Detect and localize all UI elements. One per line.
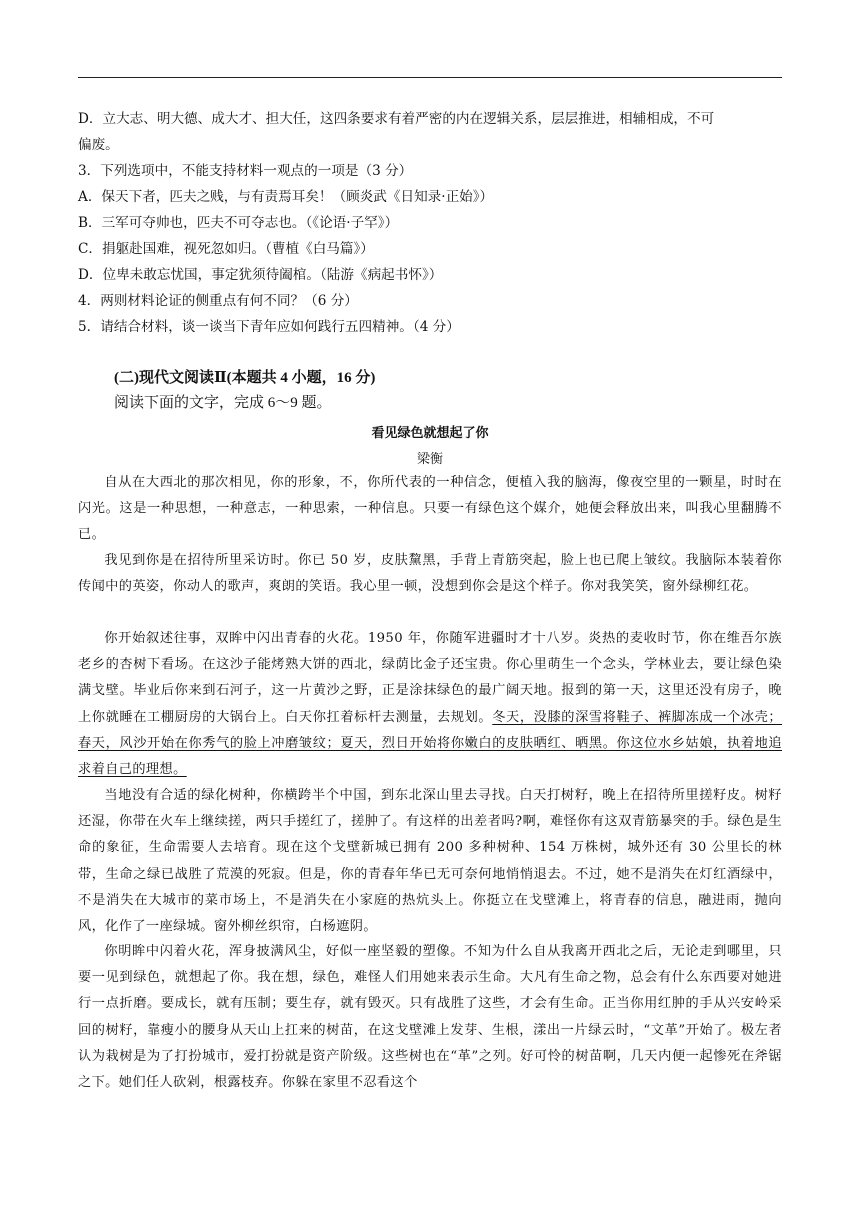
paragraph-3-text: 你开始叙述往事，双眸中闪出青春的火花。1950 年，你随军进疆时才十八岁。炎热的麦收时节，你在维吾尔族老乡的杏树下看场。在这沙子能烤熟大饼的西北，绿荫比金子还宝贵。你心里萌生一个念头，学林业去，要让绿色染满戈壁。毕业后你来到石河子，这一片黄沙之野，正是涂抹绿色的最广阔天地。报到的第一天，这里还没有房子，晚上你就睡在工棚厨房的大锅台上。白天你扛着标杆去测量，去规划。	[78, 631, 782, 725]
question-3: 3．下列选项中，不能支持材料一观点的一项是（3 分）	[78, 163, 413, 179]
article-author: 梁衡	[416, 452, 443, 467]
option-d-line2: 偏废。	[78, 137, 119, 153]
question-3-option-c: C．捐躯赴国难，视死忽如归。（曹植《白马篇》）	[78, 241, 374, 257]
section-heading: (二)现代文阅读Ⅱ(本题共 4 小题，16 分)	[114, 370, 376, 386]
article-paragraph-1: 自从在大西北的那次相见，你的形象，不，你所代表的一种信念，便植入我的脑海，像夜空里的一颗星，时时在闪光。这是一种思想，一种意志，一种思索，一种信息。只要一有绿色这个媒介，她便会释放出来，叫我心里翻腾不已。	[78, 475, 782, 543]
article-paragraph-5: 你明眸中闪着火花，浑身披满风尘，好似一座坚毅的塑像。不知为什么自从我离开西北之后，无论走到哪里，只要一见到绿色，就想起了你。我在想，绿色，难怪人们用她来表示生命。大凡有生命之物，总会有什么东西要对她进行一点折磨。要成长，就有压制；要生存，就有毁灭。只有战胜了这些，才会有生命。正当你用红肿的手从兴安岭采回的树籽，靠瘦小的腰身从天山上扛来的树苗，在这戈壁滩上发芽、生根，漾出一片绿云时，“文革”开始了。极左者认为栽树是为了打扮城市，爱打扮就是资产阶级。这些树也在“革”之列。好可怜的树苗啊，几天内便一起惨死在斧锯之下。她们任人砍剁，根露枝弃。你躲在家里不忍看这个	[78, 944, 782, 1091]
article-paragraph-3	[78, 626, 782, 783]
header-rule	[78, 77, 782, 78]
question-3-option-a: A．保天下者，匹夫之贱，与有责焉耳矣！（顾炎武《日知录·正始》）	[78, 189, 494, 205]
section-instruction: 阅读下面的文字，完成 6～9 题。	[114, 395, 332, 411]
paragraph-3-underlined-text: 冬天，没膝的深雪将鞋子、裤脚冻成一个冰壳；春天，风沙开始在你秀气的脸上冲磨皱纹；夏天，烈日开始将你嫩白的皮肤晒红、晒黑。你这位水乡姑娘，执着地追求着自己的理想。	[78, 709, 782, 778]
question-3-option-d: D．位卑未敢忘忧国，事定犹须待阖棺。（陆游《病起书怀》）	[78, 267, 443, 283]
article-paragraph-4: 当地没有合适的绿化树种，你横跨半个中国，到东北深山里去寻找。白天打树籽，晚上在招待所里搓籽皮。树籽还湿，你带在火车上继续搓，两只手搓红了，搓肿了。有这样的出差者吗?啊，难怪你有这双青筋暴突的手。绿色是生命的象征，生命需要人去培育。现在这个戈壁新城已拥有 200 多种树种、154 万株树，城外还有 30 公里长的林带，生命之绿已战胜了荒漠的死寂。但是，你的青春年华已无可奈何地悄悄退去。不过，她不是消失在灯红酒绿中，不是消失在大城市的菜市场上，不是消失在小家庭的热炕头上。你挺立在戈壁滩上，将青春的信息，融进雨，抛向风，化作了一座绿城。窗外柳丝织帘，白杨遮阴。	[78, 788, 782, 935]
question-5: 5．请结合材料，谈一谈当下青年应如何践行五四精神。（4 分）	[78, 319, 460, 335]
article-title: 看见绿色就想起了你	[371, 426, 489, 441]
question-3-option-b: B．三军可夺帅也，匹夫不可夺志也。（《论语·子罕》）	[78, 215, 399, 231]
question-4: 4．两则材料论证的侧重点有何不同？（6 分）	[78, 293, 358, 309]
article-paragraph-2: 我见到你是在招待所里采访时。你已 50 岁，皮肤黧黑，手背上青筋突起，脸上也已爬上皱纹。我脑际本装着你传闻中的英姿，你动人的歌声，爽朗的笑语。我心里一顿，没想到你会是这个样子。你对我笑笑，窗外绿柳红花。	[78, 553, 782, 595]
option-d-line1: D．立大志、明大德、成大才、担大任，这四条要求有着严密的内在逻辑关系，层层推进，相辅相成，不可	[78, 111, 715, 127]
